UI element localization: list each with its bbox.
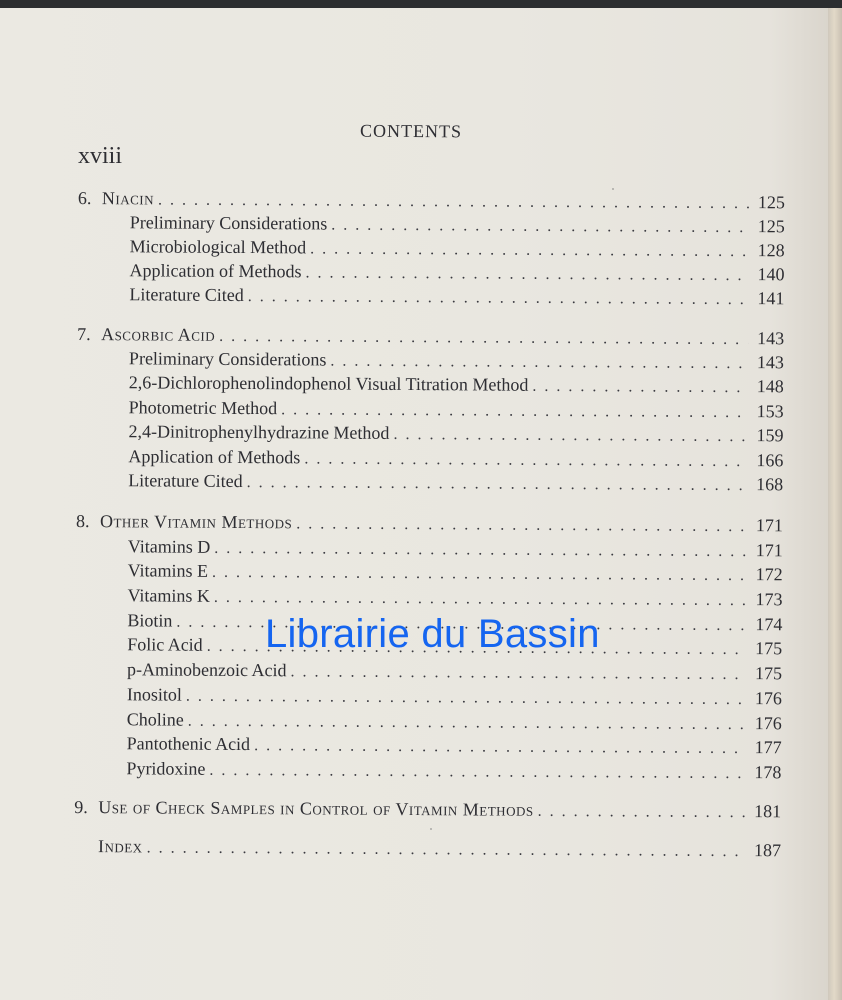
leader-dots — [393, 426, 747, 446]
section-title: 2,6-Dichlorophenolindophenol Visual Titration Method — [128, 372, 529, 395]
leader-dots — [304, 450, 747, 471]
page-ref: 176 — [754, 688, 782, 709]
toc-section — [128, 446, 783, 471]
page-title: CONTENTS — [359, 120, 463, 142]
leader-dots — [209, 762, 745, 783]
toc-section — [129, 348, 784, 373]
toc-section — [130, 236, 785, 261]
page-ref: 159 — [756, 425, 784, 446]
page-ref: 177 — [754, 737, 782, 758]
paper-speck — [612, 188, 614, 190]
toc-section — [129, 397, 784, 422]
section-title: Pantothenic Acid — [126, 733, 251, 755]
chapter-title: Use of Check Samples in Control of Vitamin Methods — [98, 797, 534, 820]
leader-dots — [248, 288, 749, 309]
section-title: Literature Cited — [129, 284, 244, 306]
page-ref: 166 — [756, 450, 784, 471]
page-ref: 178 — [754, 762, 782, 783]
leader-dots — [296, 515, 747, 536]
section-title: Application of Methods — [129, 260, 302, 282]
page-ref: 143 — [757, 328, 785, 349]
section-title: Pyridoxine — [126, 758, 206, 779]
page-number-roman: xviii — [78, 143, 123, 169]
page-ref: 125 — [757, 192, 785, 213]
page-ref: 174 — [755, 614, 783, 635]
leader-dots — [330, 353, 748, 374]
leader-dots — [532, 378, 748, 397]
page-ref: 172 — [755, 564, 783, 585]
toc-chapter-check-samples — [74, 797, 781, 822]
toc-section — [128, 536, 783, 561]
section-title: Vitamins K — [127, 585, 211, 606]
toc-section — [130, 212, 785, 237]
page-ref: 173 — [755, 589, 783, 610]
section-title: Photometric Method — [128, 397, 278, 419]
toc-section — [129, 260, 784, 285]
page-ref: 171 — [755, 515, 784, 536]
page-ref: 125 — [757, 216, 785, 237]
watermark-text: Librairie du Bassin — [265, 612, 600, 656]
leader-dots — [254, 737, 746, 758]
leader-dots — [310, 240, 749, 261]
leader-dots — [290, 663, 746, 684]
section-title: 2,4-Dinitrophenylhydrazine Method — [128, 421, 390, 443]
section-title: Choline — [126, 709, 184, 730]
toc-section — [128, 560, 783, 585]
section-title: Preliminary Considerations — [128, 348, 327, 370]
toc-chapter-ascorbic-acid — [77, 324, 784, 349]
page-ref: 153 — [756, 401, 784, 422]
chapter-title: Ascorbic Acid — [101, 324, 216, 345]
leader-dots — [147, 839, 745, 861]
section-title: Vitamins D — [127, 536, 211, 557]
section-title: p-Aminobenzoic Acid — [127, 659, 287, 681]
section-title: Folic Acid — [127, 634, 203, 655]
toc-chapter-other-vitamin-methods — [76, 511, 783, 536]
toc-section — [128, 421, 783, 446]
leader-dots — [538, 803, 746, 822]
toc-section — [127, 709, 782, 734]
page-ref: 171 — [755, 540, 783, 561]
page-ref: 187 — [753, 840, 782, 861]
toc-section — [128, 470, 783, 495]
leader-dots — [247, 474, 748, 495]
toc-section — [127, 659, 782, 684]
toc-section — [126, 758, 781, 783]
section-title: Literature Cited — [128, 470, 243, 491]
page-edge — [828, 8, 842, 1000]
section-title: Application of Methods — [128, 446, 301, 468]
leader-dots — [281, 401, 748, 422]
chapter-title: Niacin — [101, 188, 155, 209]
page-ref: 176 — [754, 713, 782, 734]
chapter-number: 6. — [77, 187, 92, 209]
leader-dots — [188, 713, 746, 734]
section-title: Inositol — [126, 684, 182, 705]
leader-dots — [186, 688, 746, 709]
toc-index — [74, 836, 781, 861]
section-title: Microbiological Method — [129, 236, 307, 258]
toc-section — [127, 684, 782, 709]
leader-dots — [214, 589, 747, 610]
leader-dots — [214, 540, 747, 561]
page-ref: 128 — [757, 240, 785, 261]
chapter-number: 8. — [75, 510, 90, 532]
toc-chapter-niacin — [78, 188, 785, 213]
toc-section — [127, 585, 782, 610]
leader-dots — [305, 264, 748, 285]
chapter-title: Other Vitamin Methods — [99, 511, 293, 533]
chapter-number: 7. — [77, 323, 91, 345]
section-title: Biotin — [127, 610, 173, 631]
page-ref: 148 — [756, 376, 784, 397]
leader-dots — [158, 191, 749, 213]
page-ref: 141 — [757, 288, 785, 309]
chapter-number: 9. — [74, 796, 88, 818]
section-title: Vitamins E — [127, 560, 209, 581]
page-ref: 143 — [756, 352, 785, 373]
index-title: Index — [97, 836, 143, 857]
book-cover-edge — [0, 0, 842, 8]
page-ref: 140 — [757, 264, 785, 285]
page-ref: 175 — [755, 663, 783, 684]
leader-dots — [219, 328, 748, 349]
section-title: Preliminary Considerations — [129, 212, 328, 234]
toc-section — [129, 372, 784, 397]
leader-dots — [212, 564, 747, 585]
page-ref: 168 — [756, 474, 784, 495]
leader-dots — [331, 217, 749, 238]
page-ref: 175 — [755, 638, 783, 659]
toc-section — [127, 733, 782, 758]
page-ref: 181 — [754, 801, 782, 822]
toc-section — [129, 284, 784, 309]
paper-speck — [430, 828, 432, 830]
